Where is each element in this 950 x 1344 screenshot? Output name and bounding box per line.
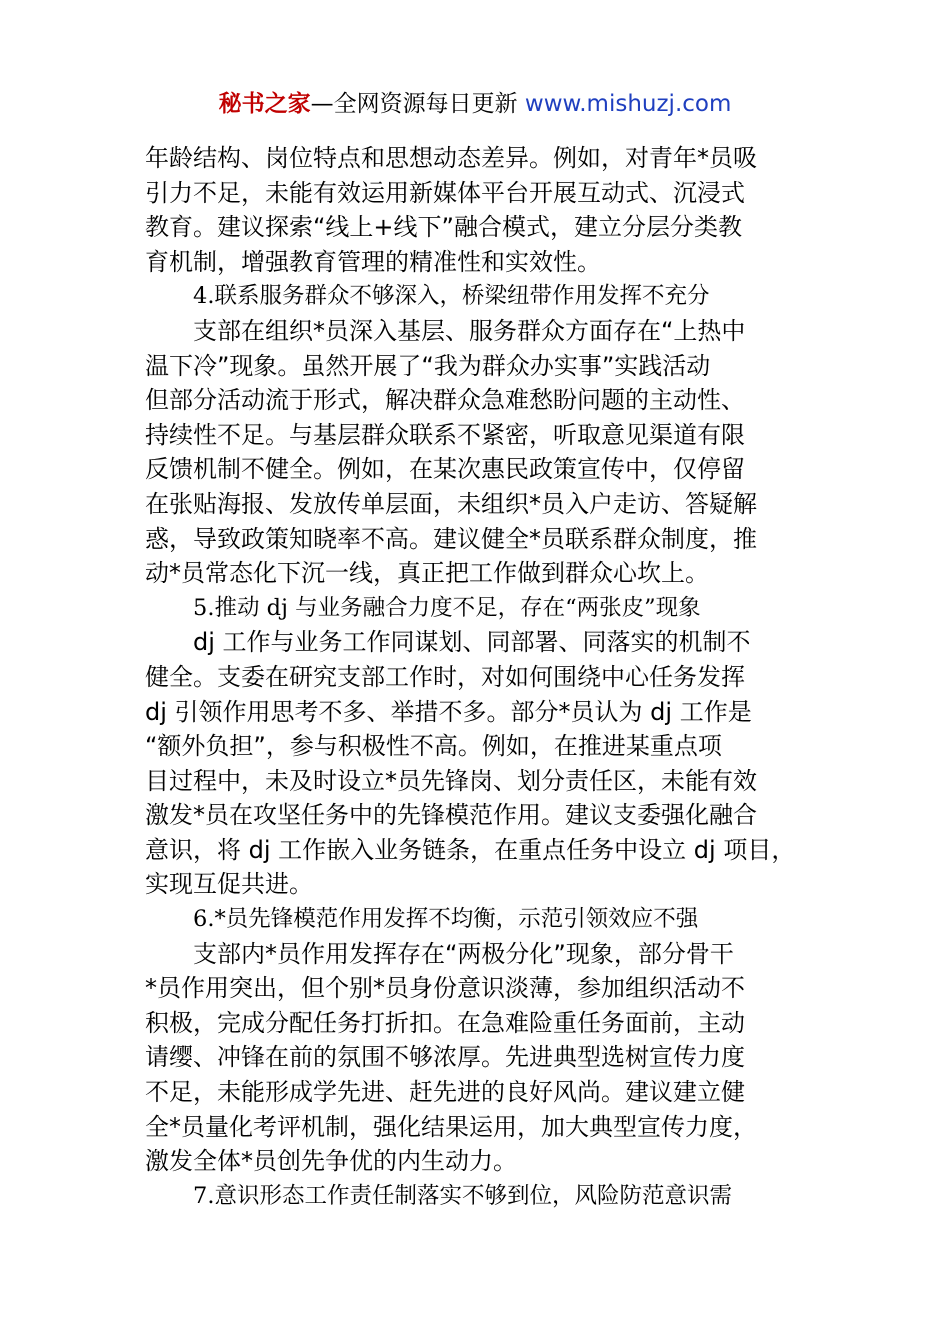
paragraph-line: 在张贴海报、发放传单层面，未组织*员入户走访、答疑解 xyxy=(145,489,757,518)
section-heading: 4.联系服务群众不够深入，桥梁纽带作用发挥不充分 xyxy=(193,283,710,310)
paragraph-line: 持续性不足。与基层群众联系不紧密，听取意见渠道有限 xyxy=(145,420,745,449)
paragraph-line: 反馈机制不健全。例如，在某次惠民政策宣传中，仅停留 xyxy=(145,455,745,484)
paragraph-line: “额外负担”，参与积极性不高。例如，在推进某重点项 xyxy=(145,732,722,761)
document-body xyxy=(145,141,810,1213)
paragraph-line: dj 引领作用思考不多、举措不多。部分*员认为 dj 工作是 xyxy=(145,697,752,726)
paragraph-line: 育机制，增强教育管理的精准性和实效性。 xyxy=(145,247,601,276)
paragraph-line: 目过程中，未及时设立*员先锋岗、划分责任区，未能有效 xyxy=(145,766,757,795)
header-url[interactable]: www.mishuzj.com xyxy=(524,91,732,117)
paragraph-line: 动*员常态化下沉一线，真正把工作做到群众心坎上。 xyxy=(145,559,709,588)
paragraph-line: 请缨、冲锋在前的氛围不够浓厚。先进典型选树宣传力度 xyxy=(145,1043,745,1072)
brand-name: 秘书之家 xyxy=(218,91,311,117)
paragraph-line: 但部分活动流于形式，解决群众急难愁盼问题的主动性、 xyxy=(145,386,745,415)
paragraph-line: 实现互促共进。 xyxy=(145,870,313,899)
paragraph-line: 教育。建议探索“线上+线下”融合模式，建立分层分类教 xyxy=(145,213,742,242)
paragraph-line: 引力不足，未能有效运用新媒体平台开展互动式、沉浸式 xyxy=(145,178,745,207)
paragraph-line: 全*员量化考评机制，强化结果运用，加大典型宣传力度， xyxy=(145,1112,757,1141)
page-header xyxy=(0,88,950,120)
paragraph-line: 温下冷”现象。虽然开展了“我为群众办实事”实践活动 xyxy=(145,351,711,380)
paragraph-line: 健全。支委在研究支部工作时，对如何围绕中心任务发挥 xyxy=(145,662,745,691)
paragraph-line: 支部在组织*员深入基层、服务群众方面存在“上热中 xyxy=(193,316,746,345)
paragraph-line: *员作用突出，但个别*员身份意识淡薄，参加组织活动不 xyxy=(145,974,745,1003)
paragraph-line: 意识，将 dj 工作嵌入业务链条，在重点任务中设立 dj 项目， xyxy=(145,835,796,864)
paragraph-line: 惑，导致政策知晓率不高。建议健全*员联系群众制度，推 xyxy=(145,524,757,553)
section-heading: 7.意识形态工作责任制落实不够到位，风险防范意识需 xyxy=(193,1182,732,1209)
paragraph-line: 积极，完成分配任务打折扣。在急难险重任务面前，主动 xyxy=(145,1008,745,1037)
section-heading: 6.*员先锋模范作用发挥不均衡，示范引领效应不强 xyxy=(193,906,699,933)
paragraph-line: 年龄结构、岗位特点和思想动态差异。例如，对青年*员吸 xyxy=(145,144,757,172)
paragraph-line: 激发全体*员创先争优的内生动力。 xyxy=(145,1147,517,1176)
paragraph-line: dj 工作与业务工作同谋划、同部署、同落实的机制不 xyxy=(193,628,751,657)
paragraph-line: 支部内*员作用发挥存在“两极分化”现象，部分骨干 xyxy=(193,939,734,968)
section-heading: 5.推动 dj 与业务融合力度不足，存在“两张皮”现象 xyxy=(193,594,701,621)
header-tagline: —全网资源每日更新 xyxy=(310,91,525,117)
paragraph-line: 不足，未能形成学先进、赶先进的良好风尚。建议建立健 xyxy=(145,1078,745,1107)
paragraph-line: 激发*员在攻坚任务中的先锋模范作用。建议支委强化融合 xyxy=(145,801,757,830)
